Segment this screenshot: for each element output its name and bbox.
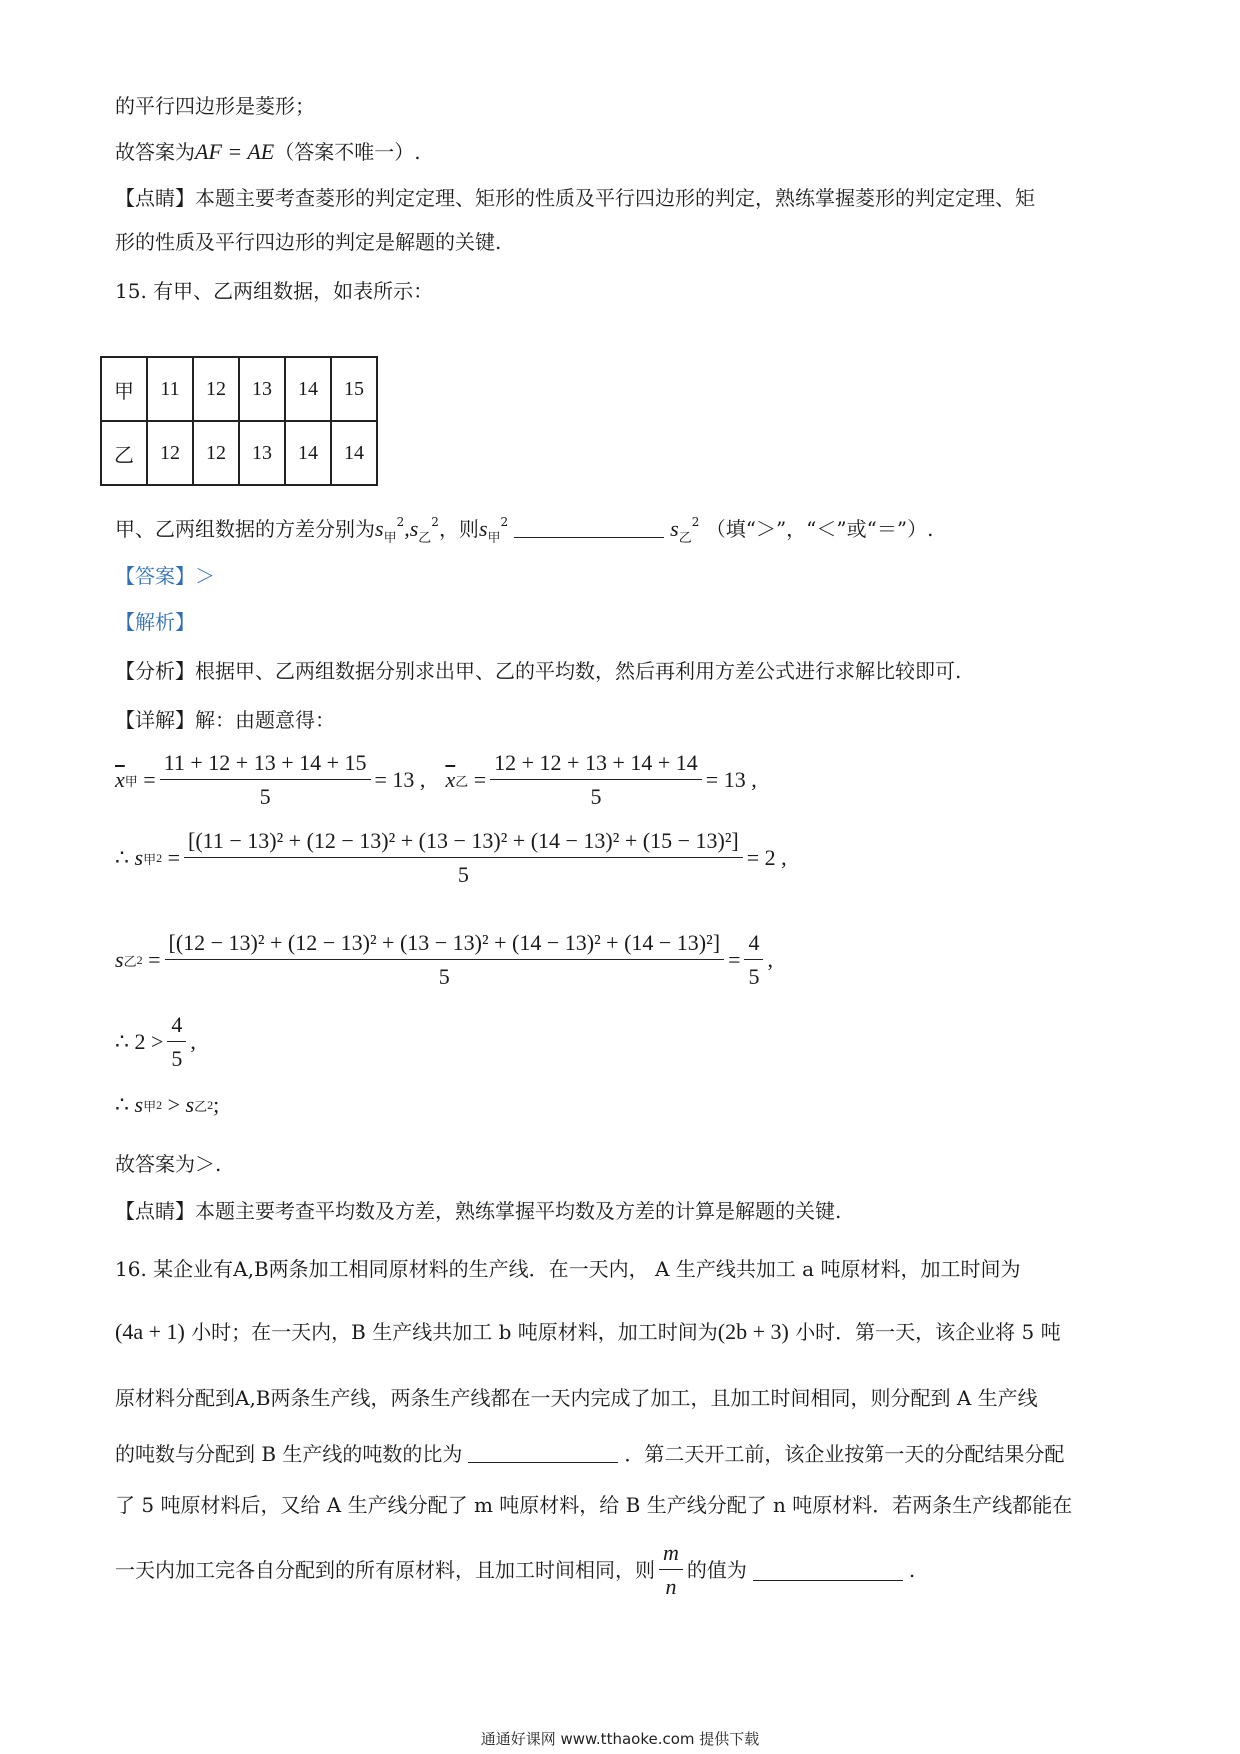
conclusion-equation: ∴ s 甲 2 > s 乙 2 ; xyxy=(115,1092,220,1117)
table-cell: 甲 xyxy=(101,357,147,421)
note-14-line-1: 【点睛】本题主要考查菱形的判定定理、矩形的性质及平行四边形的判定，熟练掌握菱形的判定定理、矩 xyxy=(115,186,1035,210)
final-answer-15: 故答案为＞. xyxy=(115,1152,222,1176)
answer-label: 【答案】＞ xyxy=(115,564,215,588)
question-16-line-1: 16. 某企业有A,B两条加工相同原材料的生产线．在一天内， A 生产线共加工 a 吨原材料，加工时间为 xyxy=(115,1257,1021,1281)
table-cell: 15 xyxy=(331,357,377,421)
answer-blank xyxy=(753,1560,903,1581)
table-row xyxy=(101,357,377,421)
fenxi-line: 【分析】根据甲、乙两组数据分别求出甲、乙的平均数，然后再利用方差公式进行求解比较即可. xyxy=(115,659,962,683)
question-15: 15. 有甲、乙两组数据，如表所示： xyxy=(115,279,434,303)
answer-line-14: 故答案为AF = AE（答案不唯一）. xyxy=(115,139,421,164)
table-cell: 13 xyxy=(239,421,285,485)
table-cell: 14 xyxy=(285,421,331,485)
table-cell: 11 xyxy=(147,357,193,421)
note-14-line-2: 形的性质及平行四边形的判定是解题的关键. xyxy=(115,230,502,254)
analysis-label: 【解析】 xyxy=(115,610,195,634)
table-cell: 12 xyxy=(193,357,239,421)
note-15: 【点睛】本题主要考查平均数及方差，熟练掌握平均数及方差的计算是解题的关键. xyxy=(115,1199,842,1223)
question-15-blank-line: 甲、乙两组数据的方差分别为$s_甲^2,s_乙^2$，则$s_甲^2$ $s_乙^2$ （填“＞”，“＜”或“＝”）. xyxy=(115,515,934,546)
variance-jia-equation: ∴ s 甲 2 = [(11 − 13)² + (12 − 13)² + (13 − 13)² + (14 − 13)² + (15 − 13)²] 5 = 2 , xyxy=(115,828,787,887)
question-16-line-6: 一天内加工完各自分配到的所有原材料，且加工时间相同，则 $\frac{m}{n}$ 的值为 . xyxy=(115,1540,916,1599)
table-cell: 12 xyxy=(147,421,193,485)
table-row xyxy=(101,421,377,485)
fraction: $\frac{4}{5}$ xyxy=(167,1012,186,1072)
table-cell: 14 xyxy=(331,421,377,485)
table-cell: 14 xyxy=(285,357,331,421)
question-16-line-5: 了 5 吨原材料后，又给 A 生产线分配了 m 吨原材料，给 B 生产线分配了 n 吨原材料．若两条生产线都能在 xyxy=(115,1493,1073,1517)
answer-blank xyxy=(468,1442,618,1463)
table-cell: 13 xyxy=(239,357,285,421)
fraction: $\frac{12 + 12 + 13 + 14 + 14}{5}$ xyxy=(490,750,702,810)
question-16-line-3: 原材料分配到A,B两条生产线，两条生产线都在一天内完成了加工，且加工时间相同，则分配到 A 生产线 xyxy=(115,1386,1038,1410)
fraction: [(11 − 13)² + (12 − 13)² + (13 − 13)² + (14 − 13)² + (15 − 13)²] 5 xyxy=(184,828,743,888)
question-16-line-2: (4a + 1) 小时；在一天内，B 生产线共加工 b 吨原材料，加工时间为(2b + 3) 小时．第一天，该企业将 5 吨 xyxy=(115,1319,1061,1344)
comparison-equation: ∴ 2 > $\frac{4}{5}$ , xyxy=(115,1012,196,1071)
mean-equation: $\overline{x}$ 甲 = $\frac{11 + 12 + 13 + 14 + 15}{5}$ = 13 , $\overline{x}$ 乙 = $\frac{12 + 12 + 13 + 14 + 14}{5}$ = 13 , xyxy=(115,750,757,809)
fraction: [(12 − 13)² + (12 − 13)² + (13 − 13)² + (14 − 13)² + (14 − 13)²] 5 xyxy=(165,930,725,990)
table-cell: 乙 xyxy=(101,421,147,485)
fraction: $\frac{4}{5}$ xyxy=(744,930,763,990)
table-cell: 12 xyxy=(193,421,239,485)
question-16-line-4: 的吨数与分配到 B 生产线的吨数的比为 ．第二天开工前，该企业按第一天的分配结果分配 xyxy=(115,1442,1065,1466)
footer: 通通好课网 www.tthaoke.com 提供下载 xyxy=(480,1730,760,1748)
answer-blank xyxy=(514,517,664,538)
fraction: $\frac{11 + 12 + 13 + 14 + 15}{5}$ xyxy=(160,750,371,810)
fraction: $\frac{m}{n}$ xyxy=(659,1540,683,1600)
variance-yi-equation: s 乙 2 = [(12 − 13)² + (12 − 13)² + (13 − 13)² + (14 − 13)² + (14 − 13)²] 5 = $\frac{4}{5}$ , xyxy=(115,930,773,989)
data-table xyxy=(100,356,378,486)
xiangjie-line: 【详解】解：由题意得： xyxy=(115,708,335,732)
text-line: 的平行四边形是菱形； xyxy=(115,94,315,118)
